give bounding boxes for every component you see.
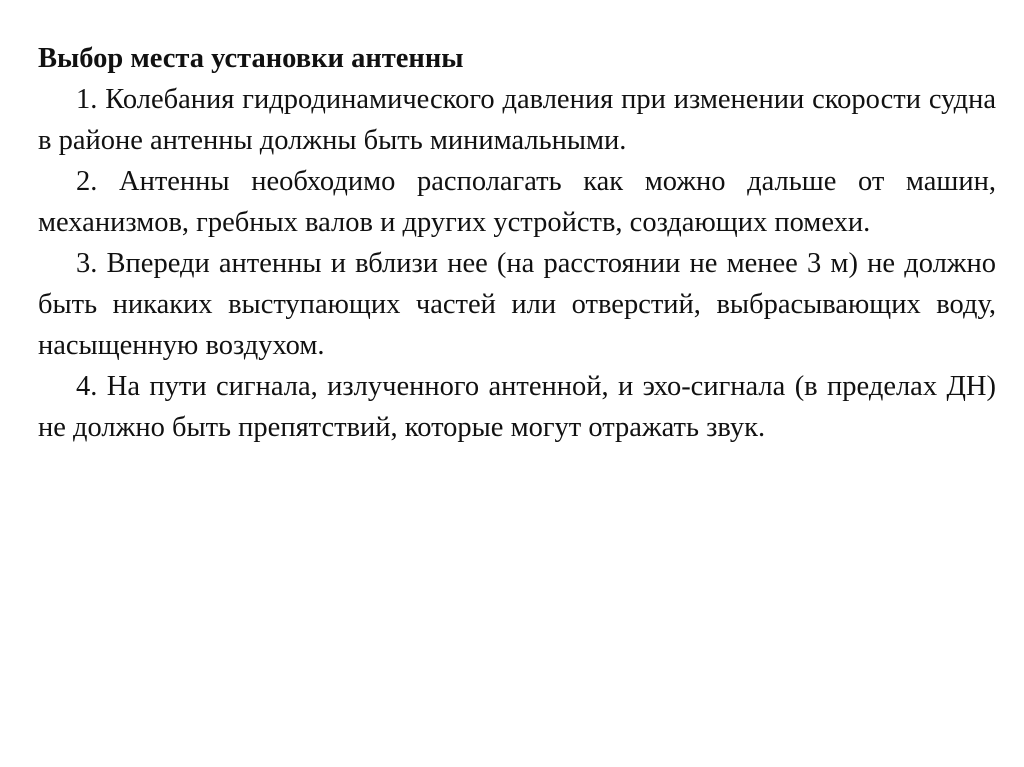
paragraph-3: 3. Впереди антенны и вблизи нее (на расстоянии не менее 3 м) не должно быть никаких выступающих частей или отверстий, выбрасывающих воду, насыщенную воздухом. bbox=[38, 248, 996, 361]
slide-body bbox=[38, 38, 996, 448]
paragraph-1: 1. Колебания гидродинамического давления при изменении скорости судна в районе антенны должны быть минимальными. bbox=[38, 84, 996, 156]
paragraph-2: 2. Антенны необходимо располагать как можно дальше от машин, механизмов, гребных валов и других устройств, создающих помехи. bbox=[38, 166, 996, 238]
page-title: Выбор места установки антенны bbox=[38, 43, 464, 74]
paragraph-4: 4. На пути сигнала, излученного антенной, и эхо-сигнала (в пределах ДН) не должно быть препятствий, которые могут отражать звук. bbox=[38, 371, 996, 443]
